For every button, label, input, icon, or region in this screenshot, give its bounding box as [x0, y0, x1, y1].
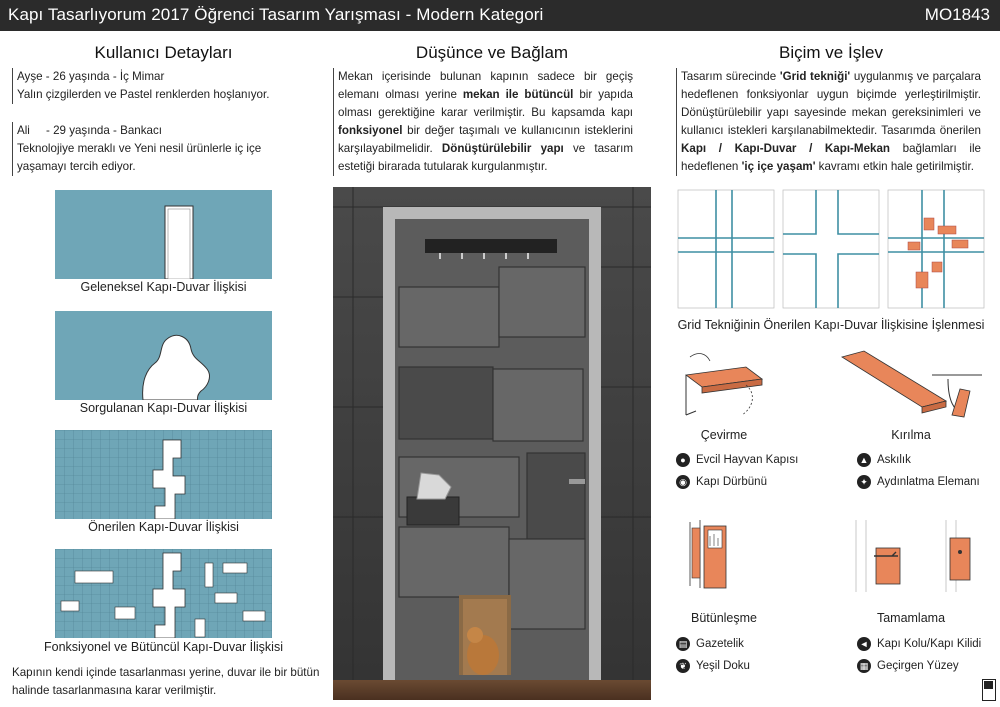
right-text-d: kavramı etkin hale getirilmiştir. [815, 160, 974, 173]
right-paragraph [676, 68, 981, 176]
questioned-door-drawing [55, 311, 272, 400]
caption-functional: Fonksiyonel ve Bütüncül Kapı-Duvar İlişkisi [44, 640, 283, 654]
feature-lighting [857, 475, 980, 489]
door-render-image [333, 187, 651, 700]
entry-code: MO1843 [924, 5, 990, 24]
right-text-a: Tasarım sürecinde [681, 70, 780, 83]
middle-text-c: bir değer taşımalı ve kullanıcının isteklerini karşılayabilmelidir. [338, 124, 633, 155]
user2-line2: Teknolojiye meraklı ve Yeni nesil ürünlerle iç içe [17, 142, 262, 155]
header-bar [0, 0, 1000, 31]
butunlesme-diagram [676, 516, 772, 592]
feature-hanger-label: Askılık [877, 454, 911, 466]
middle-text-d: ve tasarım estetiği birarada tutularak kurgulanmıştır. [338, 142, 634, 173]
right-bold-b: Kapı / Kapı-Duvar / Kapı-Mekan [681, 142, 890, 155]
right-bold-a: 'Grid tekniği' [779, 70, 851, 83]
lightbulb-icon: ✦ [857, 475, 871, 489]
feature-lighting-label: Aydınlatma Elemanı [877, 476, 980, 488]
right-bold-c: 'iç içe yaşam' [741, 160, 816, 173]
user2-line1: Ali - 29 yaşında - Bankacı [17, 124, 162, 137]
functional-grid-drawing [55, 549, 272, 638]
user1-line2: Yalın çizgilerden ve Pastel renklerden hoşlanıyor. [17, 88, 270, 101]
middle-bold-c: Dönüştürülebilir yapı [441, 142, 564, 155]
conclusion-line2: halinde tasarlanmasına karar verilmiştir. [12, 684, 217, 697]
feature-handle-label: Kapı Kolu/Kapı Kilidi [877, 638, 982, 650]
page-marker-icon [982, 679, 996, 701]
middle-bold-a: mekan ile bütüncül [462, 88, 574, 101]
grid-technique-diagrams [676, 188, 986, 312]
cevirme-label: Çevirme [700, 428, 748, 442]
user1-details [12, 68, 312, 104]
left-conclusion [12, 664, 324, 700]
feature-green-label: Yeşil Doku [696, 660, 750, 672]
kirilma-diagram [836, 345, 986, 421]
feature-handle [857, 637, 981, 651]
kirilma-label: Kırılma [891, 428, 931, 442]
feature-peephole-label: Kapı Dürbünü [696, 476, 767, 488]
feature-pet-door [676, 453, 798, 467]
paw-icon: ● [676, 453, 690, 467]
middle-text-a: Mekan içerisinde bulunan kapının sadece bir geçiş elemanı olması yerine [338, 70, 633, 101]
grid-caption: Grid Tekniğinin Önerilen Kapı-Duvar İlişkisine İşlenmesi [677, 318, 985, 332]
feature-permeable [857, 659, 959, 673]
user2-line3: yaşamayı tercih ediyor. [17, 160, 136, 173]
middle-text-b: bir yapıda olması gerektiğine karar verilmiştir. Bu kapsamda kapı [338, 88, 633, 119]
right-text-c: bağlamları ile hedeflenen [681, 142, 981, 173]
door-handle-icon: ◄ [857, 637, 871, 651]
user2-details [12, 122, 312, 176]
feature-peephole [676, 475, 767, 489]
right-column-title: Biçim ve İşlev [779, 43, 883, 62]
caption-traditional: Geleneksel Kapı-Duvar İlişkisi [80, 280, 247, 294]
feature-pet-door-label: Evcil Hayvan Kapısı [696, 454, 799, 466]
door-render-drawing [333, 187, 651, 700]
functional-grid-panel [55, 549, 272, 638]
middle-column-title: Düşünce ve Bağlam [415, 43, 569, 62]
left-column-title: Kullanıcı Detayları [94, 43, 233, 62]
user1-line1: Ayşe - 26 yaşında - İç Mimar [17, 70, 165, 83]
grid-surface-icon: ▦ [857, 659, 871, 673]
traditional-door-drawing [55, 190, 272, 279]
feature-newspaper [676, 637, 744, 651]
middle-bold-b: fonksiyonel [338, 124, 403, 137]
caption-questioned: Sorgulanan Kapı-Duvar İlişkisi [79, 401, 248, 415]
conclusion-line1: Kapının kendi içinde tasarlanması yerine, duvar ile bir bütün [12, 666, 320, 679]
proposed-grid-drawing [55, 430, 272, 519]
newspaper-icon: ▤ [676, 637, 690, 651]
feature-permeable-label: Geçirgen Yüzey [877, 660, 959, 672]
questioned-door-panel [55, 311, 272, 400]
tamamlama-label: Tamamlama [876, 611, 946, 625]
caption-proposed: Önerilen Kapı-Duvar İlişkisi [88, 520, 239, 534]
leaf-icon: ❦ [676, 659, 690, 673]
right-text-b: uygulanmış ve parçalara hedeflenen fonksiyonlar uygun biçimde yerleştirilmiştir. Dönüştürülebilir yapı sayesinde mekan gereksinimleri ve kullanıcı istekleri karşılanabilmektedir. Tasarımda önerilen [681, 70, 982, 137]
tamamlama-diagram [836, 516, 986, 592]
hanger-icon: ▲ [857, 453, 871, 467]
page-title: Kapı Tasarlıyorum 2017 Öğrenci Tasarım Yarışması - Modern Kategori [8, 5, 544, 24]
eye-icon: ◉ [676, 475, 690, 489]
feature-hanger [857, 453, 911, 467]
cevirme-diagram [676, 345, 772, 421]
feature-newspaper-label: Gazetelik [696, 638, 744, 650]
butunlesme-label: Bütünleşme [690, 611, 757, 625]
traditional-door-panel [55, 190, 272, 279]
feature-green [676, 659, 750, 673]
middle-paragraph [333, 68, 633, 176]
proposed-grid-panel [55, 430, 272, 519]
